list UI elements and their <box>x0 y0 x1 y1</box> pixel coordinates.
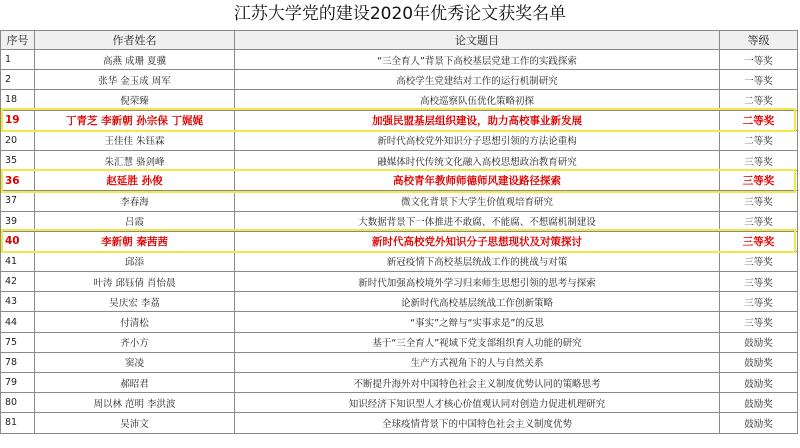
cell-paper: 高校学生党建结对工作的运行机制研究 <box>235 70 720 90</box>
cell-authors: 周以林 范明 李洪波 <box>35 393 235 413</box>
cell-award: 一等奖 <box>720 50 798 70</box>
cell-no: 19 <box>1 110 35 130</box>
table-row <box>1 130 798 150</box>
cell-paper: 加强民盟基层组织建设，助力高校事业新发展 <box>235 110 720 130</box>
award-table <box>0 30 798 434</box>
cell-paper: 微文化背景下大学生价值观培育研究 <box>235 191 720 211</box>
cell-paper: 知识经济下知识型人才核心价值观认同对创造力促进机理研究 <box>235 393 720 413</box>
cell-no: 42 <box>1 272 35 292</box>
cell-authors: 朱汇慧 骆剑峰 <box>35 150 235 170</box>
cell-paper: 大数据背景下一体推进不敢腐、不能腐、不想腐机制建设 <box>235 211 720 231</box>
cell-award: 三等奖 <box>720 292 798 312</box>
cell-authors: 齐小方 <box>35 332 235 352</box>
cell-paper: 新时代高校党外知识分子思想现状及对策探讨 <box>235 231 720 251</box>
cell-authors: 赵延胜 孙俊 <box>35 171 235 191</box>
cell-no: 37 <box>1 191 35 211</box>
cell-no: 44 <box>1 312 35 332</box>
header-award: 等级 <box>720 31 798 50</box>
cell-award: 二等奖 <box>720 130 798 150</box>
table-row <box>1 312 798 332</box>
cell-authors: 邱添 <box>35 251 235 271</box>
cell-authors: 吴沛文 <box>35 413 235 433</box>
cell-paper: “事实”之辩与“实事求是”的反思 <box>235 312 720 332</box>
cell-no: 35 <box>1 150 35 170</box>
cell-award: 鼓励奖 <box>720 332 798 352</box>
cell-paper: 不断提升海外对中国特色社会主义制度优势认同的策略思考 <box>235 373 720 393</box>
table-row <box>1 393 798 413</box>
table-row <box>1 70 798 90</box>
cell-paper: “三全育人”背景下高校基层党建工作的实践探索 <box>235 50 720 70</box>
table-row <box>1 292 798 312</box>
cell-award: 三等奖 <box>720 150 798 170</box>
cell-award: 二等奖 <box>720 90 798 110</box>
cell-paper: 新时代高校党外知识分子思想引领的方法论重构 <box>235 130 720 150</box>
cell-no: 40 <box>1 231 35 251</box>
table-row <box>1 352 798 372</box>
cell-no: 20 <box>1 130 35 150</box>
table-row <box>1 332 798 352</box>
cell-authors: 倪荣臻 <box>35 90 235 110</box>
header-paper: 论文题目 <box>235 31 720 50</box>
cell-authors: 吕霞 <box>35 211 235 231</box>
cell-no: 75 <box>1 332 35 352</box>
cell-authors: 窦凌 <box>35 352 235 372</box>
table-row <box>1 413 798 433</box>
table-row-highlighted <box>1 231 798 251</box>
cell-paper: 高校青年教师师德师风建设路径探索 <box>235 171 720 191</box>
table-row <box>1 90 798 110</box>
cell-award: 三等奖 <box>720 231 798 251</box>
cell-authors: 王佳佳 朱钰霖 <box>35 130 235 150</box>
cell-paper: 全球疫情背景下的中国特色社会主义制度优势 <box>235 413 720 433</box>
cell-no: 78 <box>1 352 35 372</box>
cell-paper: 新冠疫情下高校基层统战工作的挑战与对策 <box>235 251 720 271</box>
cell-authors: 郝昭君 <box>35 373 235 393</box>
cell-award: 鼓励奖 <box>720 352 798 372</box>
cell-paper: 高校巡察队伍优化策略初探 <box>235 90 720 110</box>
table-row <box>1 272 798 292</box>
cell-paper: 生产方式视角下的人与自然关系 <box>235 352 720 372</box>
table-body <box>1 50 798 434</box>
table-row <box>1 150 798 170</box>
cell-no: 39 <box>1 211 35 231</box>
table-row <box>1 211 798 231</box>
cell-authors: 张华 金玉成 周军 <box>35 70 235 90</box>
cell-award: 三等奖 <box>720 171 798 191</box>
page-title: 江苏大学党的建设2020年优秀论文获奖名单 <box>233 4 567 24</box>
cell-award: 三等奖 <box>720 251 798 271</box>
table-row-highlighted <box>1 110 798 130</box>
cell-no: 79 <box>1 373 35 393</box>
cell-paper: 融媒体时代传统文化融入高校思想政治教育研究 <box>235 150 720 170</box>
header-authors: 作者姓名 <box>35 31 235 50</box>
cell-paper: 基于“三全育人”视域下党支部组织育人功能的研究 <box>235 332 720 352</box>
cell-no: 43 <box>1 292 35 312</box>
cell-no: 80 <box>1 393 35 413</box>
table-row <box>1 251 798 271</box>
cell-award: 鼓励奖 <box>720 413 798 433</box>
cell-no: 41 <box>1 251 35 271</box>
cell-no: 81 <box>1 413 35 433</box>
cell-no: 1 <box>1 50 35 70</box>
cell-authors: 李春海 <box>35 191 235 211</box>
table-row <box>1 373 798 393</box>
cell-authors: 丁青芝 李新朝 孙宗保 丁娓娓 <box>35 110 235 130</box>
cell-award: 三等奖 <box>720 211 798 231</box>
cell-authors: 李新朝 秦茜茜 <box>35 231 235 251</box>
cell-no: 18 <box>1 90 35 110</box>
cell-award: 鼓励奖 <box>720 373 798 393</box>
cell-authors: 高燕 成珊 夏骥 <box>35 50 235 70</box>
table-row-highlighted <box>1 171 798 191</box>
cell-award: 二等奖 <box>720 110 798 130</box>
cell-award: 鼓励奖 <box>720 393 798 413</box>
cell-paper: 新时代加强高校境外学习归来师生思想引领的思考与探索 <box>235 272 720 292</box>
table-row <box>1 50 798 70</box>
cell-authors: 叶涛 邱钰倩 肖怡晨 <box>35 272 235 292</box>
header-no: 序号 <box>1 31 35 50</box>
cell-award: 一等奖 <box>720 70 798 90</box>
cell-paper: 论新时代高校基层统战工作创新策略 <box>235 292 720 312</box>
table-row <box>1 191 798 211</box>
cell-authors: 付清松 <box>35 312 235 332</box>
cell-award: 三等奖 <box>720 312 798 332</box>
cell-no: 36 <box>1 171 35 191</box>
cell-authors: 吴庆宏 李荔 <box>35 292 235 312</box>
table-header-row <box>1 31 798 50</box>
cell-award: 三等奖 <box>720 191 798 211</box>
cell-award: 三等奖 <box>720 272 798 292</box>
cell-no: 2 <box>1 70 35 90</box>
